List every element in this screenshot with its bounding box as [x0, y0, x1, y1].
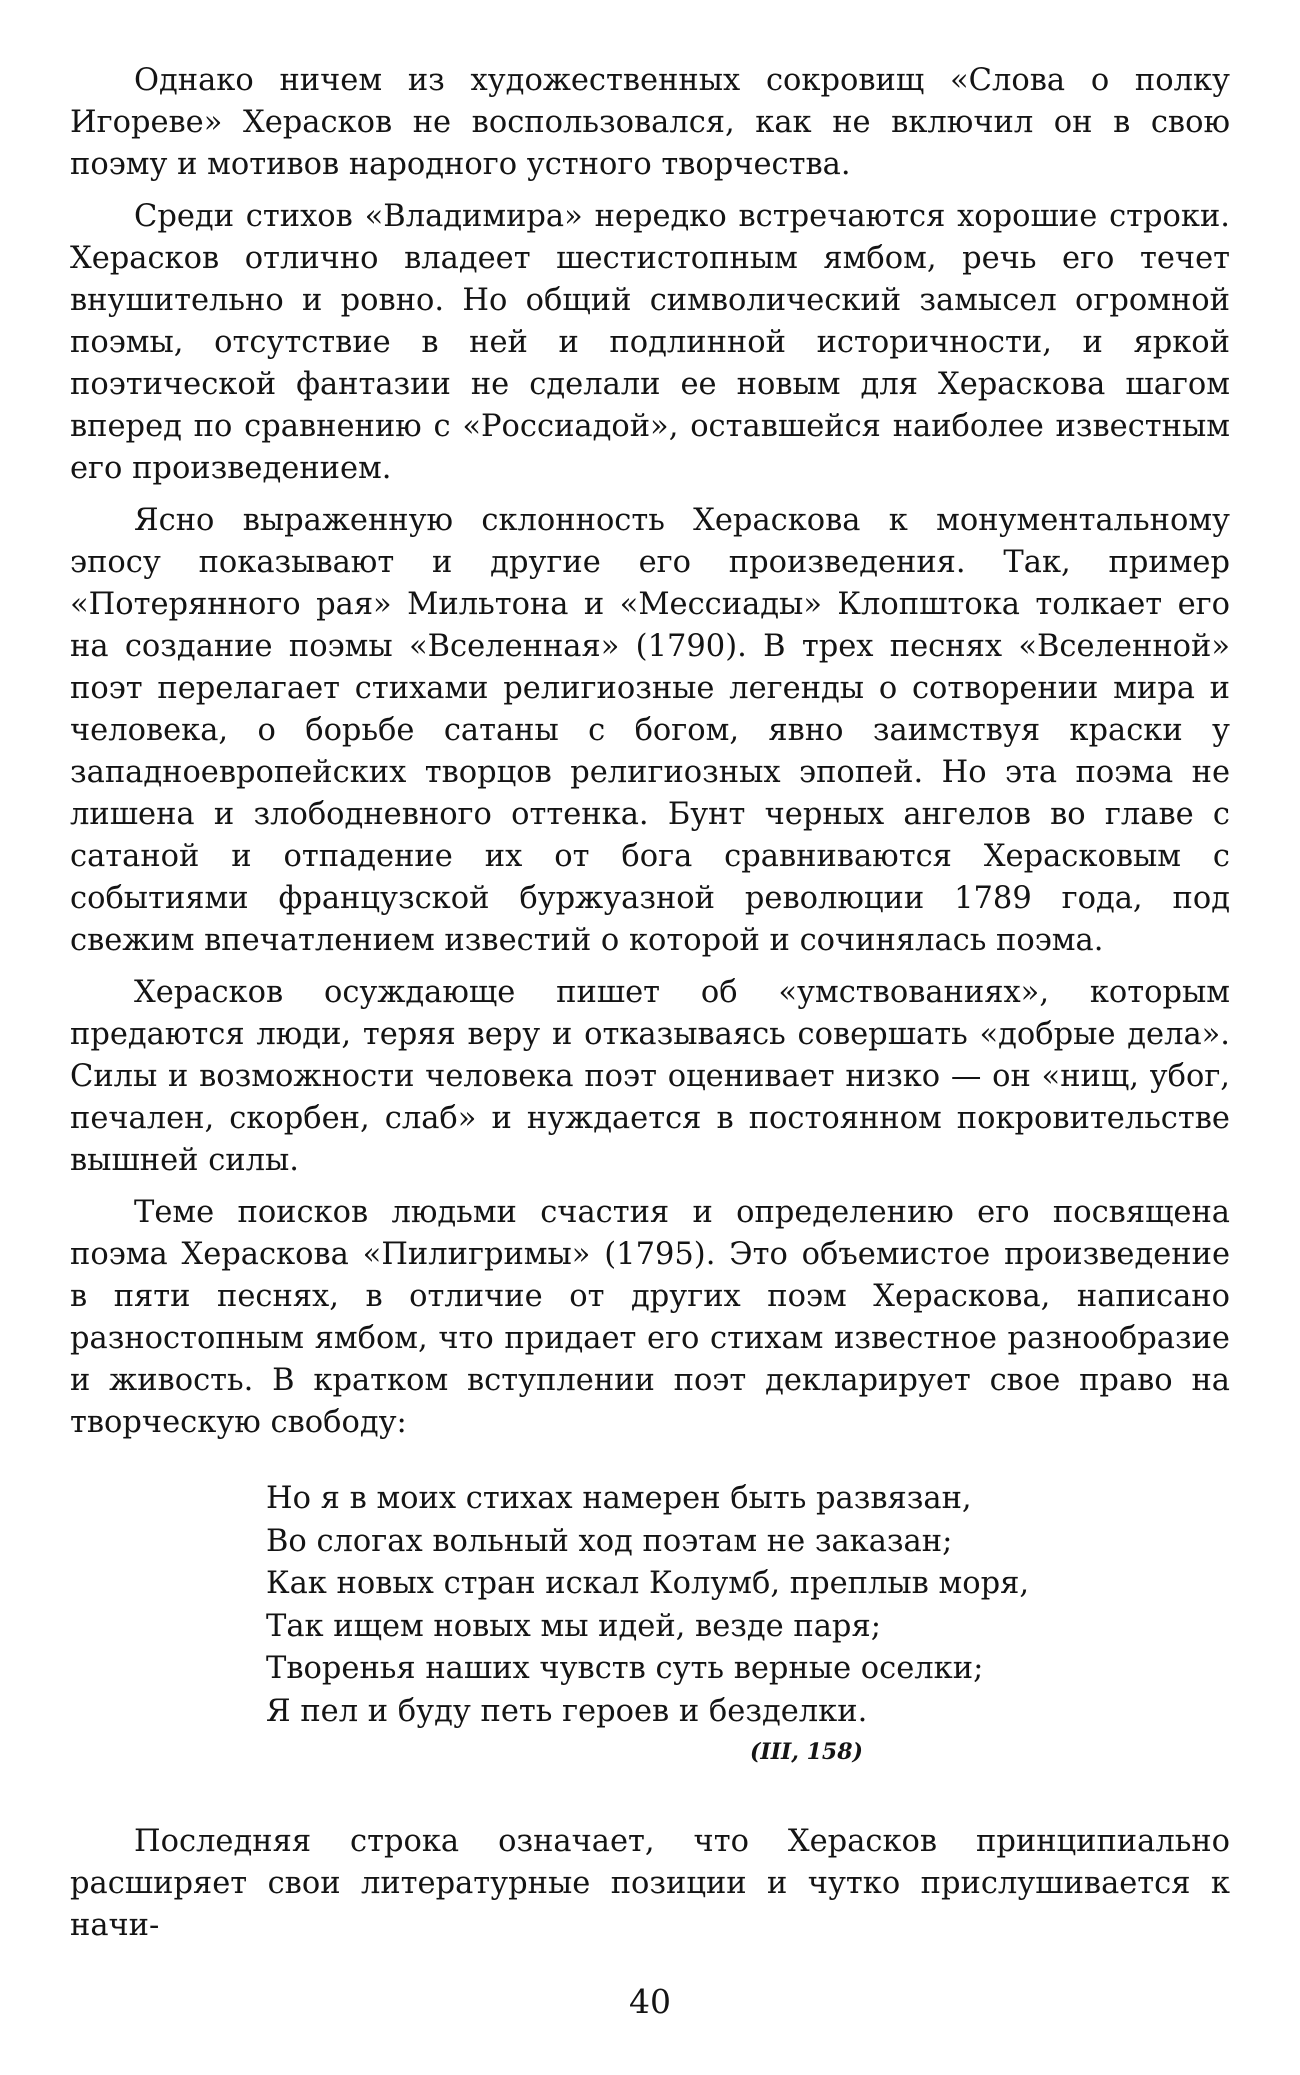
poem-line: Я пел и буду петь героев и безделки. [266, 1693, 868, 1729]
poem-line: Во слогах вольный ход поэтам не заказан; [266, 1523, 953, 1559]
paragraph: Херасков осуждающе пишет об «умствованиях», которым предаются люди, теряя веру и отказываясь совершать «добрые дела». Силы и возможности человека поэт оценивает низко — он «нищ, убог, печален, скорбен, слаб» и нуждается в постоянном покровительстве вышней силы. [70, 975, 1230, 1178]
poem-line: Так ищем новых мы идей, везде паря; [266, 1608, 881, 1644]
poem-line: Но я в моих стихах намерен быть развязан, [266, 1481, 972, 1516]
paragraph: Однако ничем из художественных сокровищ «Слова о полку Игореве» Херасков не воспользовался, как не включил он в свою поэму и мотивов народного устного творчества. [70, 63, 1230, 182]
poem-citation: (III, 158) [750, 1739, 863, 1765]
closing-paragraph: Последняя строка означает, что Херасков принципиально расширяет свои литературные позиции и чутко прислушивается к начи- [70, 1824, 1230, 1943]
page-body [70, 60, 1230, 1957]
poem-quotation [70, 1478, 1230, 1733]
paragraph: Теме поисков людьми счастия и определению его посвящена поэма Хераскова «Пилигримы» (1795). Это объемистое произведение в пяти песнях, в отличие от других поэм Хераскова, написано разностопным ямбом, что придает его стихам известное разнообразие и живость. В кратком вступлении поэт декларирует свое право на творческую свободу: [70, 1195, 1230, 1440]
poem-line: Творенья наших чувств суть верные оселки; [266, 1651, 984, 1686]
paragraph: Среди стихов «Владимира» нередко встречаются хорошие строки. Херасков отлично владеет шестистопным ямбом, речь его течет внушительно и ровно. Но общий символический замысел огромной поэмы, отсутствие в ней и подлинной историчности, и яркой поэтической фантазии не сделали ее новым для Хераскова шагом вперед по сравнению с «Россиадой», оставшейся наиболее известным его произведением. [70, 199, 1230, 486]
paragraph: Ясно выраженную склонность Хераскова к монументальному эпосу показывают и другие его произведения. Так, пример «Потерянного рая» Мильтона и «Мессиады» Клопштока толкает его на создание поэмы «Вселенная» (1790). В трех песнях «Вселенной» поэт перелагает стихами религиозные легенды о сотворении мира и человека, о борьбе сатаны с богом, явно заимствуя краски у западноевропейских творцов религиозных эпопей. Но эта поэма не лишена и злободневного оттенка. Бунт черных ангелов во главе с сатаной и отпадение их от бога сравниваются Херасковым с событиями французской буржуазной революции 1789 года, под свежим впечатлением известий о которой и сочинялась поэма. [70, 503, 1230, 958]
poem-line: Как новых стран искал Колумб, преплыв моря, [266, 1566, 1030, 1601]
page-number: 40 [629, 1982, 671, 2021]
